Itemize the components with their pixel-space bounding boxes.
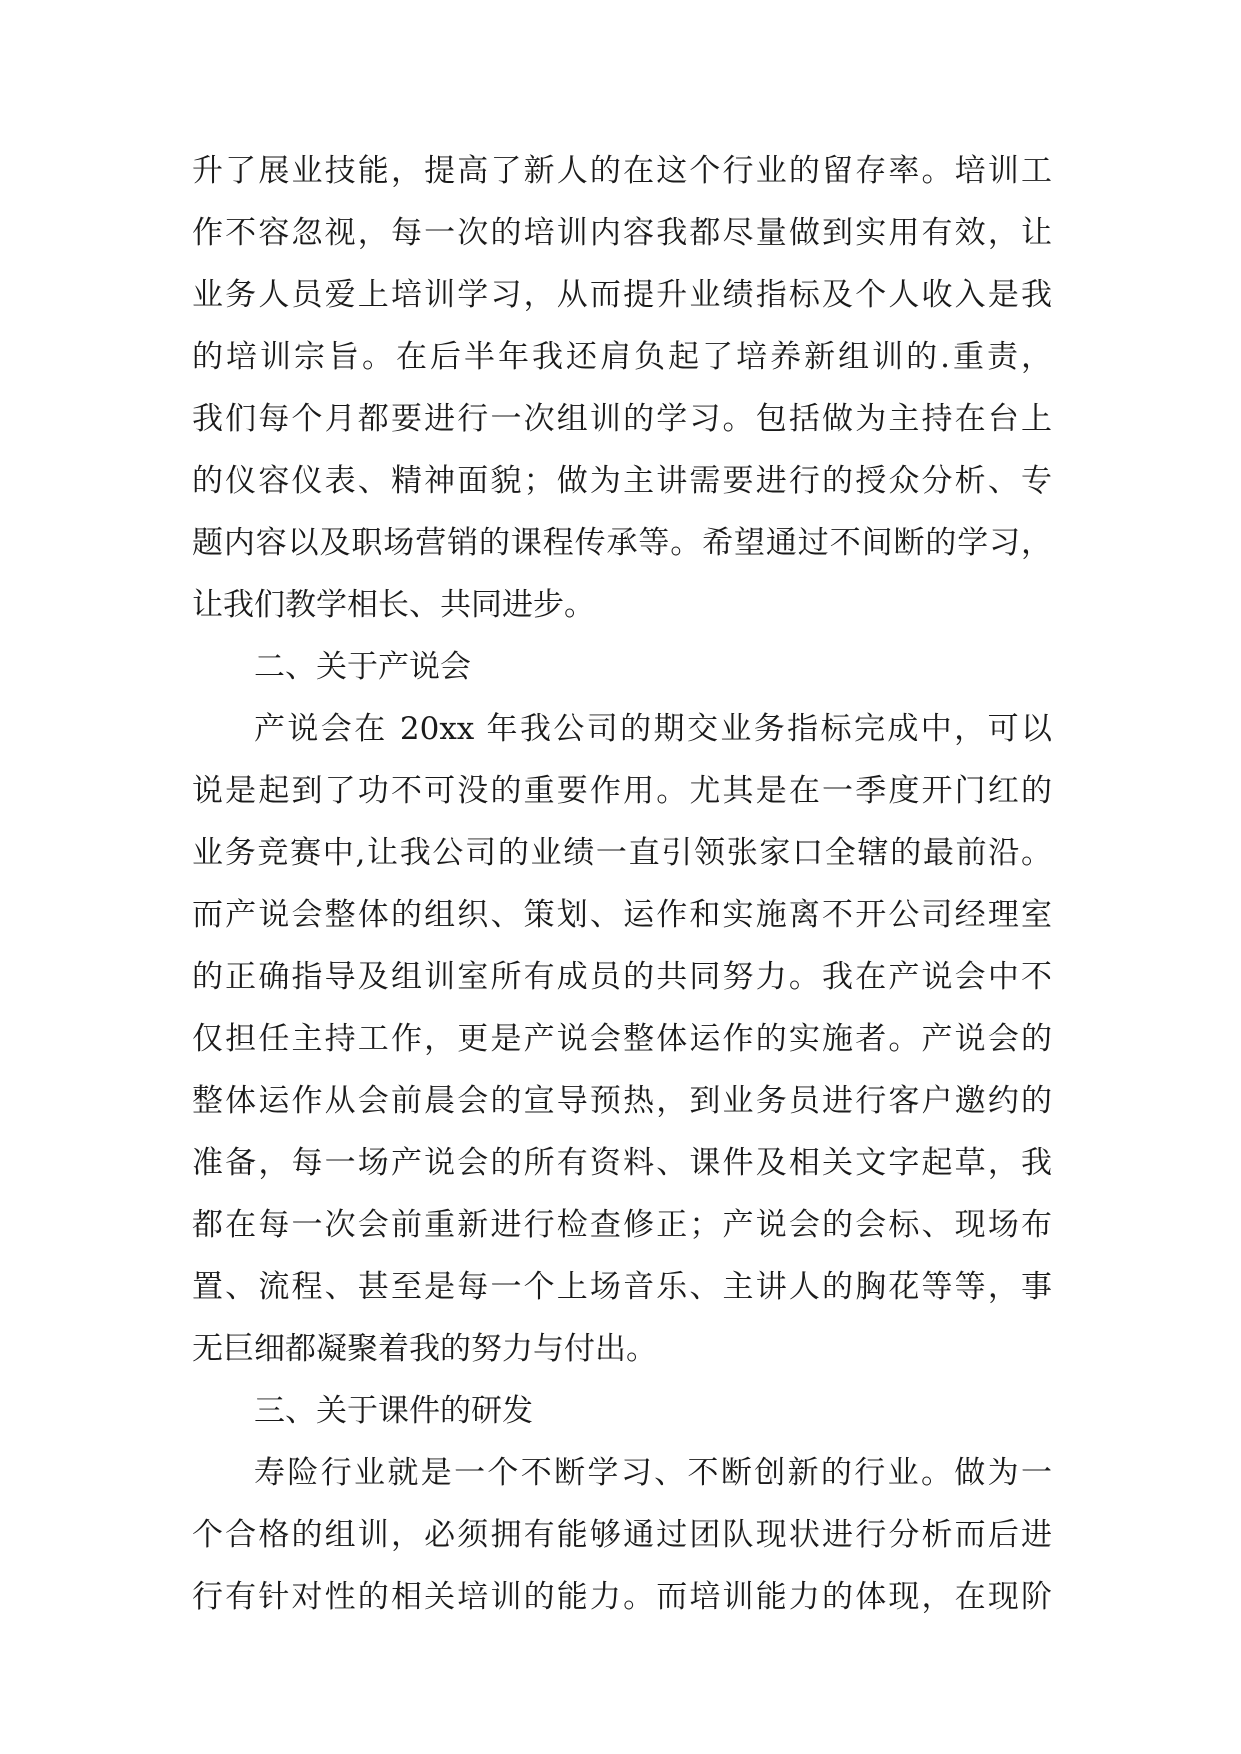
paragraph-line: 升了展业技能，提高了新人的在这个行业的留存率。培训工 bbox=[192, 153, 1052, 189]
section-heading: 二、关于产说会 bbox=[254, 649, 471, 685]
paragraph-line: 题内容以及职场营销的课程传承等。希望通过不间断的学习， bbox=[192, 525, 1052, 561]
paragraph-line: 业务人员爱上培训学习，从而提升业绩指标及个人收入是我 bbox=[192, 277, 1052, 313]
paragraph-line: 都在每一次会前重新进行检查修正；产说会的会标、现场布 bbox=[192, 1207, 1052, 1243]
paragraph-line: 而产说会整体的组织、策划、运作和实施离不开公司经理室 bbox=[192, 897, 1052, 933]
paragraph-line: 业务竞赛中,让我公司的业绩一直引领张家口全辖的最前沿。 bbox=[192, 835, 1052, 871]
paragraph-line: 整体运作从会前晨会的宣导预热，到业务员进行客户邀约的 bbox=[192, 1083, 1052, 1119]
paragraph-line: 的仪容仪表、精神面貌；做为主讲需要进行的授众分析、专 bbox=[192, 463, 1052, 499]
paragraph-line: 个合格的组训，必须拥有能够通过团队现状进行分析而后进 bbox=[192, 1517, 1052, 1553]
section-heading: 三、关于课件的研发 bbox=[254, 1393, 533, 1429]
paragraph-line: 作不容忽视，每一次的培训内容我都尽量做到实用有效，让 bbox=[192, 215, 1052, 251]
paragraph-first-line: 产说会在 20xx 年我公司的期交业务指标完成中，可以 bbox=[254, 711, 1052, 747]
paragraph-line: 准备，每一场产说会的所有资料、课件及相关文字起草，我 bbox=[192, 1145, 1052, 1181]
paragraph-line: 让我们教学相长、共同进步。 bbox=[192, 587, 595, 623]
document-body bbox=[192, 140, 1052, 1628]
paragraph-line: 行有针对性的相关培训的能力。而培训能力的体现，在现阶 bbox=[192, 1579, 1052, 1615]
paragraph-line: 仅担任主持工作，更是产说会整体运作的实施者。产说会的 bbox=[192, 1021, 1052, 1057]
paragraph-line: 无巨细都凝聚着我的努力与付出。 bbox=[192, 1331, 657, 1367]
paragraph-line: 我们每个月都要进行一次组训的学习。包括做为主持在台上 bbox=[192, 401, 1052, 437]
paragraph-line: 置、流程、甚至是每一个上场音乐、主讲人的胸花等等，事 bbox=[192, 1269, 1052, 1305]
paragraph-line: 说是起到了功不可没的重要作用。尤其是在一季度开门红的 bbox=[192, 773, 1052, 809]
paragraph-line: 的培训宗旨。在后半年我还肩负起了培养新组训的.重责， bbox=[192, 339, 1052, 375]
paragraph-line: 的正确指导及组训室所有成员的共同努力。我在产说会中不 bbox=[192, 959, 1052, 995]
paragraph-first-line: 寿险行业就是一个不断学习、不断创新的行业。做为一 bbox=[254, 1455, 1052, 1491]
